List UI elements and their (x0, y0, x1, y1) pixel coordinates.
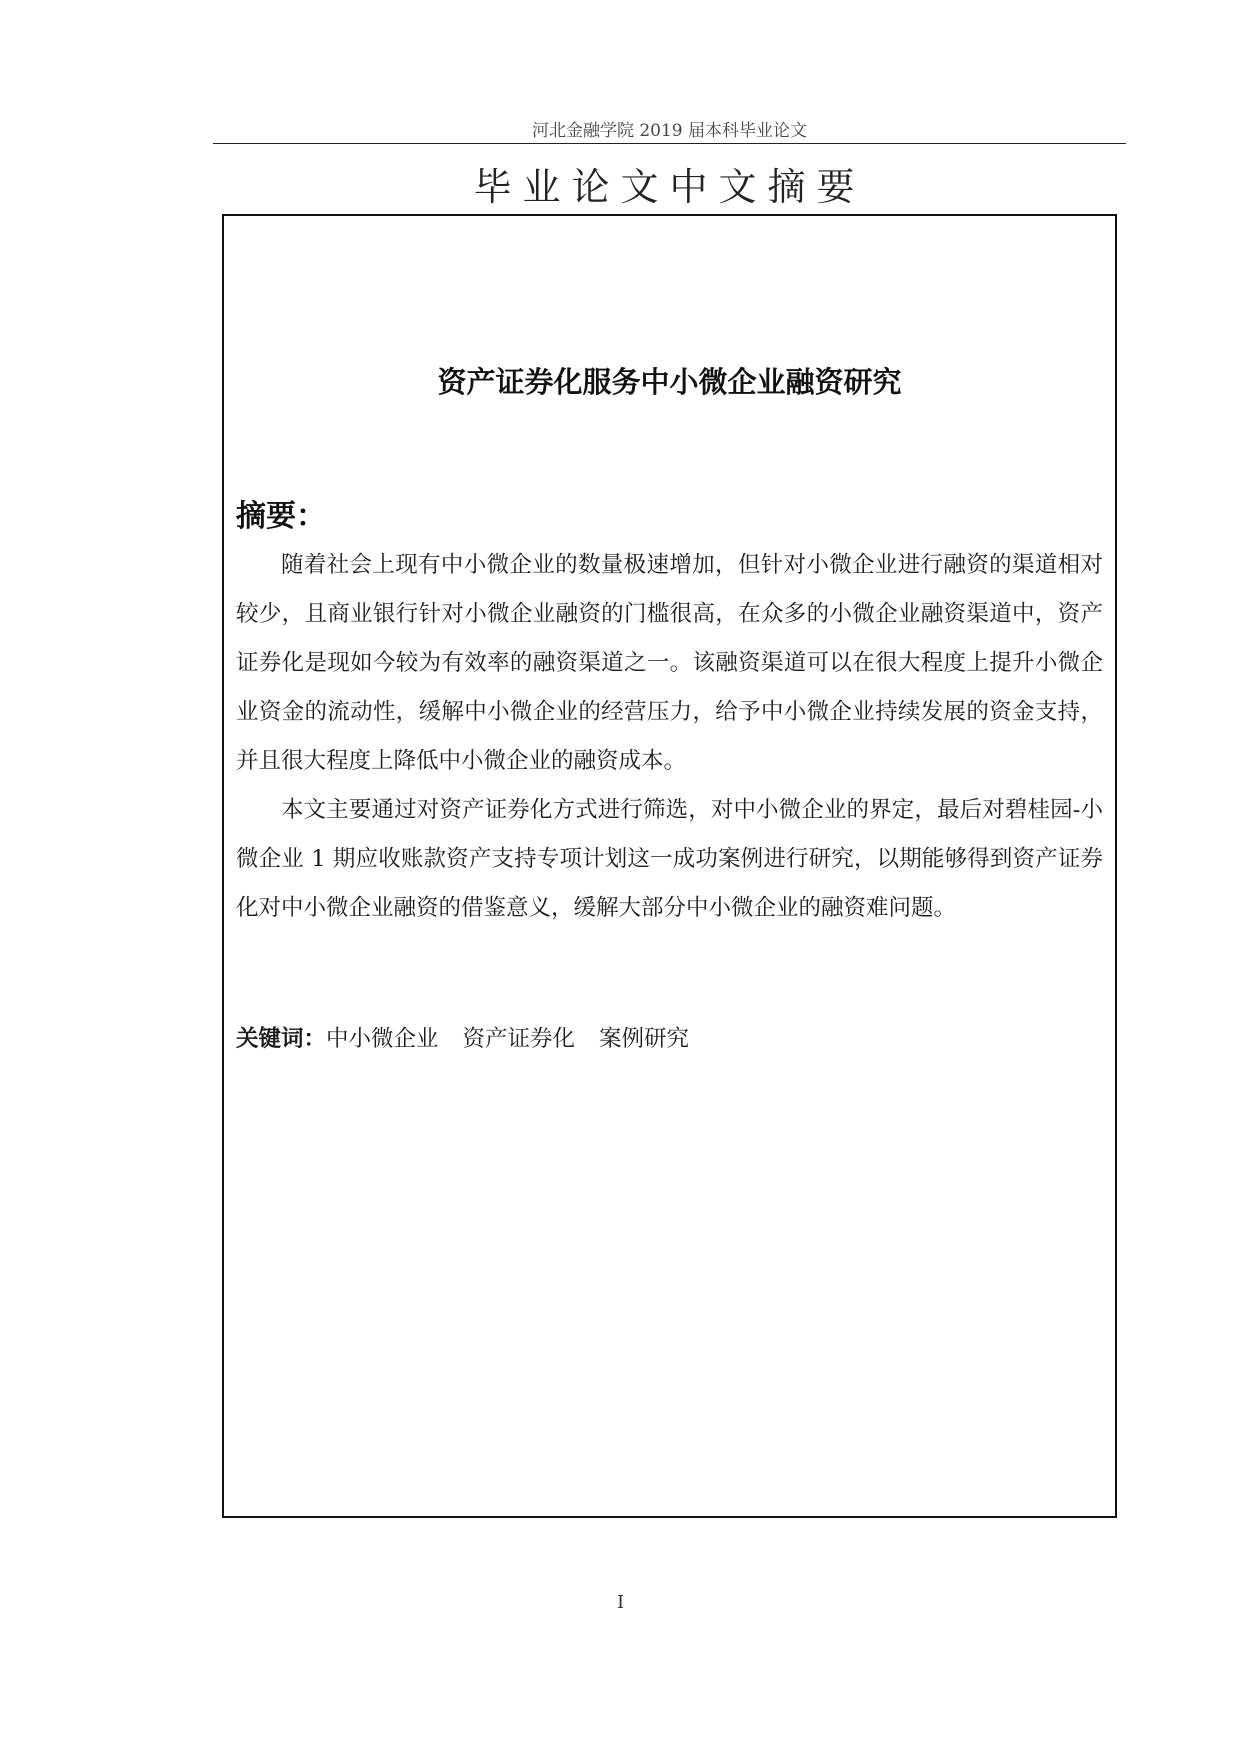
page-number: I (616, 1592, 625, 1613)
keyword-item: 中小微企业 (326, 1026, 439, 1052)
abstract-paragraph-2: 本文主要通过对资产证券化方式进行筛选，对中小微企业的界定，最后对碧桂园-小微企业 1 期应收账款资产支持专项计划这一成功案例进行研究，以期能够得到资产证券化对中小微企业融资的借鉴意义，缓解大部分中小微企业的融资难问题。 (236, 797, 1103, 921)
keywords-label: 关键词： (236, 1026, 327, 1052)
header-rule (213, 143, 1126, 144)
abstract-body (236, 541, 1103, 933)
running-head: 河北金融学院 2019 届本科毕业论文 (531, 121, 808, 141)
abstract-heading: 摘要： (236, 499, 326, 534)
abstract-paragraph-1: 随着社会上现有中小微企业的数量极速增加，但针对小微企业进行融资的渠道相对较少，且商业银行针对小微企业融资的门槛很高，在众多的小微企业融资渠道中，资产证券化是现如今较为有效率的融资渠道之一。该融资渠道可以在很大程度上提升小微企业资金的流动性，缓解中小微企业的经营压力，给予中小微企业持续发展的资金支持，并且很大程度上降低中小微企业的融资成本。 (236, 552, 1103, 774)
page-title: 毕业论文中文摘要 (473, 165, 866, 209)
keyword-item: 案例研究 (599, 1026, 690, 1052)
keyword-item: 资产证券化 (462, 1026, 576, 1052)
thesis-title: 资产证券化服务中小微企业融资研究 (437, 365, 902, 399)
abstract-frame (222, 214, 1117, 1518)
keywords-line (236, 1021, 713, 1053)
